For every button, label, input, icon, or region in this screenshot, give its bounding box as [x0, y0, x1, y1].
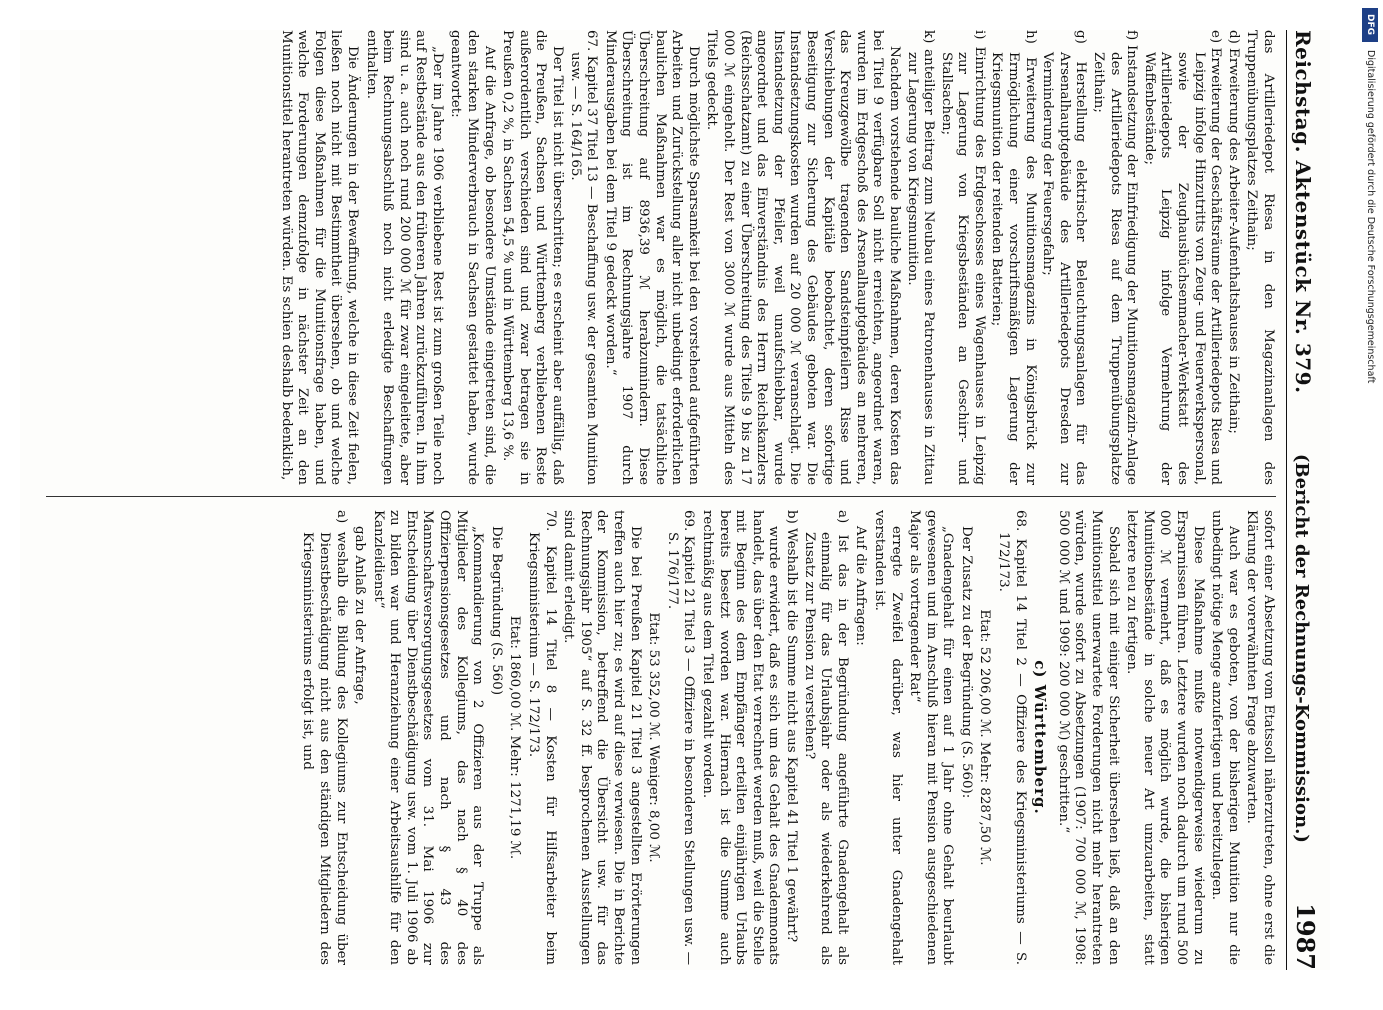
paragraph: wurde erwidert, daß es sich um das Gehalt des Gnadenmonats handelt, das über den Etat verrechnet werden muß, weil die Stelle mit Beginn des dem Empfänger erteilten einjährigen Urlaubs bereits besetzt worden war. Hiernach ist die Summe auch rechtmäßig aus dem Titel gezahlt worden.: [700, 510, 782, 965]
page-number: 1987: [1291, 903, 1320, 970]
list-item: d) Erweiterung des Arbeiter-Aufenthaltshauses in Zeithain;: [1225, 30, 1241, 434]
right-column: [36, 510, 1276, 965]
left-column: [36, 30, 1276, 485]
list-item: 67. Kapitel 37 Titel 13 — Beschaffung usw. der gesamten Munition usw. — S. 164/165.: [567, 30, 600, 485]
list-item: b) Weshalb ist die Summe nicht aus Kapitel 41 Titel 1 gewährt?: [783, 510, 799, 943]
column-divider: [46, 496, 1276, 497]
paragraph: Die Änderungen in der Bewaffnung, welche in diese Zeit fielen, ließen noch nicht mit Bestimmtheit übersehen, ob und welche Folgen diese Maßnahmen für die Munitionsfrage haben, und welche Forderungen demzufolge in nächster Zeit an den Munitionstitel herantreten würden. Es schien deshalb bedenklich,: [278, 30, 360, 485]
paragraph: gab Anlaß zu der Anfrage,: [352, 526, 368, 705]
section-heading: c) Württemberg.: [1031, 660, 1050, 815]
paragraph: Die bei Preußen Kapitel 21 Titel 3 angestellten Erörterungen treffen auch hier zu; es wird auf diese verwiesen. Die in Berichte der Kommission, betreffend die Übersicht usw. für das Rechnungsjahr 1905“ auf S. 32 ff. besprochenen Ausstellungen sind damit erledigt.: [561, 510, 643, 965]
page-header: [1286, 30, 1330, 970]
budget-line: Etat: 1860,00 ℳ. Mehr: 1271,19 ℳ.: [507, 615, 523, 860]
paragraph: sofort einer Absetzung vom Etatssoll näherzutreten, ohne erst die Klärung der vorerwähnten Frage abzuwarten.: [1244, 510, 1276, 965]
paragraph: Auf die Anfragen:: [853, 526, 869, 646]
list-item: i) Einrichtung des Erdgeschosses eines Wagenhauses in Leipzig zur Lagerung von Kriegsbeständen an Geschirr- und Stallsachen;: [938, 30, 987, 485]
list-item: 68. Kapitel 14 Titel 2 — Offiziere des Kriegsministeriums — S. 172/173.: [996, 510, 1028, 965]
list-item: a) Ist das in der Begründung angeführte Gnadengehalt als einmalig für das Urlaubsjahr oder als wiederkehrend als Zusatz zur Pension zu verstehen?: [801, 510, 850, 965]
paragraph: „Gnadengehalt für einen auf 1 Jahr ohne Gehalt beurlaubt gewesenen und im Anschluß hieran mit Pension ausgeschiedenen Major als vortragender Rat“: [907, 510, 956, 965]
paragraph: Die Begründung (S. 560): [488, 526, 504, 696]
paragraph: Durch möglichste Sparsamkeit bei den vorstehend aufgeführten Arbeiten und Zurückstellung aller nicht unbedingt erforderlichen baulichen Maßnahmen war es möglich, die tatsächliche Überschreitung auf 8936,39 ℳ herabzumindern. Diese Überschreitung ist im Rechnungsjahre 1907 durch Minderausgaben bei dem Titel 9 gedeckt worden.“: [602, 30, 701, 485]
paragraph: erregte Zweifel darüber, was hier unter Gnadengehalt verstanden ist.: [871, 510, 904, 965]
list-item: g) Herstellung elektrischer Beleuchtungsanlagen für das Arsenalhauptgebäude des Artilleriedepots Dresden zur Verminderung der Feuersgefahr;: [1040, 30, 1089, 485]
paragraph: Sobald sich mit einiger Sicherheit übersehen ließ, daß an den Munitionstitel unerwartete Forderungen nicht mehr herantreten würden, wurde sofort zu Absetzungen (1907: 700 000 ℳ, 1908: 500 000 ℳ und 1909: 200 000 ℳ) geschritten.“: [1055, 510, 1121, 965]
budget-line: Etat: 53 352,00 ℳ. Weniger: 8,00 ℳ.: [646, 612, 662, 863]
side-note-text: Digitalisierung gefördert durch die Deutsche Forschungsgemeinschaft: [1365, 50, 1376, 384]
list-item: h) Erweiterung des Munitionsmagazins in Königsbrück zur Ermöglichung einer vorschriftsmäßigen Lagerung der Kriegsmunition der reitenden Batterien;: [989, 30, 1038, 485]
list-item: k) anteiliger Beitrag zum Neubau eines Patronenhauses in Zittau zur Lagerung von Kriegsmunition.: [904, 30, 937, 485]
list-item: e) Erweiterung der Geschäftsräume der Artilleriedepots Riesa und Leipzig infolge Hinzutritts von Zeug- und Feuerwerkspersonal, sowie der Zeughausbüchsenmacher-Werkstatt des Artilleriedepots Leipzig infolge Vermehrung der Waffenbestände;: [1141, 30, 1224, 485]
paragraph: Der Titel ist nicht überschritten; es erscheint aber auffällig, daß die Preußen, Sachsen und Württemberg verbliebenen Reste außerordentlich verschieden sind und zwar betragen sie in Preußen 0,2 %, in Sachsen 54,5 % und in Württemberg 13,6 %.: [500, 30, 566, 485]
paragraph: „Kommandierung von 2 Offizieren aus der Truppe als Mitglieder des Kollegiums, das nach § 40 des Offizierpensionsgesetzes und nach § 43 des Mannschaftsversorgungsgesetzes vom 31. Mai 1906 zur Entscheidung über Dienstbeschädigung usw. vom 1. Juli 1906 ab zu bilden war und Heranziehung einer Arbeitsaushilfe für den Kanzleidienst“: [370, 510, 486, 965]
list-item: 69. Kapitel 21 Titel 3 — Offiziere in besonderen Stellungen usw. — S. 176/177.: [664, 510, 697, 965]
paragraph: „Der im Jahre 1906 verbliebene Rest ist zum großen Teile noch auf Restbestände aus den früheren Jahren zurückzuführen. In ihm sind u. a. auch noch rund 200 000 ℳ für zwar eingeleitete, aber beim Rechnungsabschluß noch nicht erledigte Beschaffungen enthalten.: [363, 30, 445, 485]
rotated-document: [20, 30, 1330, 970]
header-left: Reichstag. Aktenstück Nr. 379.: [1291, 30, 1315, 394]
list-item: 70. Kapitel 14 Titel 8 — Kosten für Hilfsarbeiter beim Kriegsministerium — S. 172/173.: [526, 510, 558, 965]
paragraph: Nachdem vorstehende bauliche Maßnahmen, deren Kosten das bei Titel 9 verfügbare Soll nicht erreichten, angeordnet waren, wurden im Erdgeschoß des Arsenalhauptgebäudes an mehreren, das Kreuzgewölbe tragenden Sandsteinpfeilern Risse und Verschiebungen der Kapitäle beobachtet, deren sofortige Beseitigung zur Sicherung des Gebäudes geboten war. Die Instandsetzungskosten wurden auf 20 000 ℳ veranschlagt. Die Instandsetzung der Pfeiler, weil unaufschiebbar, wurde angeordnet und das Einverständnis des Herrn Reichskanzlers (Reichsschatzamt) zu einer Überschreitung des Titels 9 bis zu 17 000 ℳ eingeholt. Der Rest von 3000 ℳ wurde aus Mitteln des Titels gedeckt.: [704, 30, 902, 485]
header-title: (Bericht der Rechnungs-Kommission.): [1291, 453, 1312, 843]
paragraph: Der Zusatz zu der Begründung (S. 560):: [958, 526, 974, 799]
dfg-logo: DFG: [1362, 8, 1378, 42]
paragraph: Auf die Anfrage, ob besondere Umstände eingetreten sind, die den starken Minderverbrauch in Sachsen gestattet haben, wurde geantwortet:: [448, 30, 497, 485]
side-note: [1360, 10, 1376, 990]
budget-line: Etat: 52 206,00 ℳ. Mehr: 8287,50 ℳ.: [977, 609, 993, 866]
list-item: a) weshalb die Bildung des Kollegiums zur Entscheidung über Dienstbeschädigung nicht aus den ständigen Mitgliedern des Kriegsministeriums erfolgt ist, und: [300, 510, 349, 965]
list-item: f) Instandsetzung der Einfriedigung der Munitionsmagazin-Anlage des Artilleriedepots Riesa auf dem Truppenübungsplatze Zeithain;: [1091, 30, 1140, 485]
paragraph: Auch war es geboten, von der bisherigen Munition nur die unbedingt nötige Menge anzufertigen und bereitzulegen.: [1209, 510, 1241, 965]
paragraph: das Artilleriedepot Riesa in den Magazinanlagen des Truppenübungsplatzes Zeithain;: [1244, 30, 1276, 485]
paragraph: Diese Maßnahme mußte notwendigerweise wiederum zu Ersparnissen führen. Letztere wurden noch dadurch um rund 500 000 ℳ vermehrt, daß es möglich wurde, die bisherigen Munitionsbestände in solche neuer Art umzuarbeiten, statt letztere neu zu fertigen.: [1124, 510, 1206, 965]
